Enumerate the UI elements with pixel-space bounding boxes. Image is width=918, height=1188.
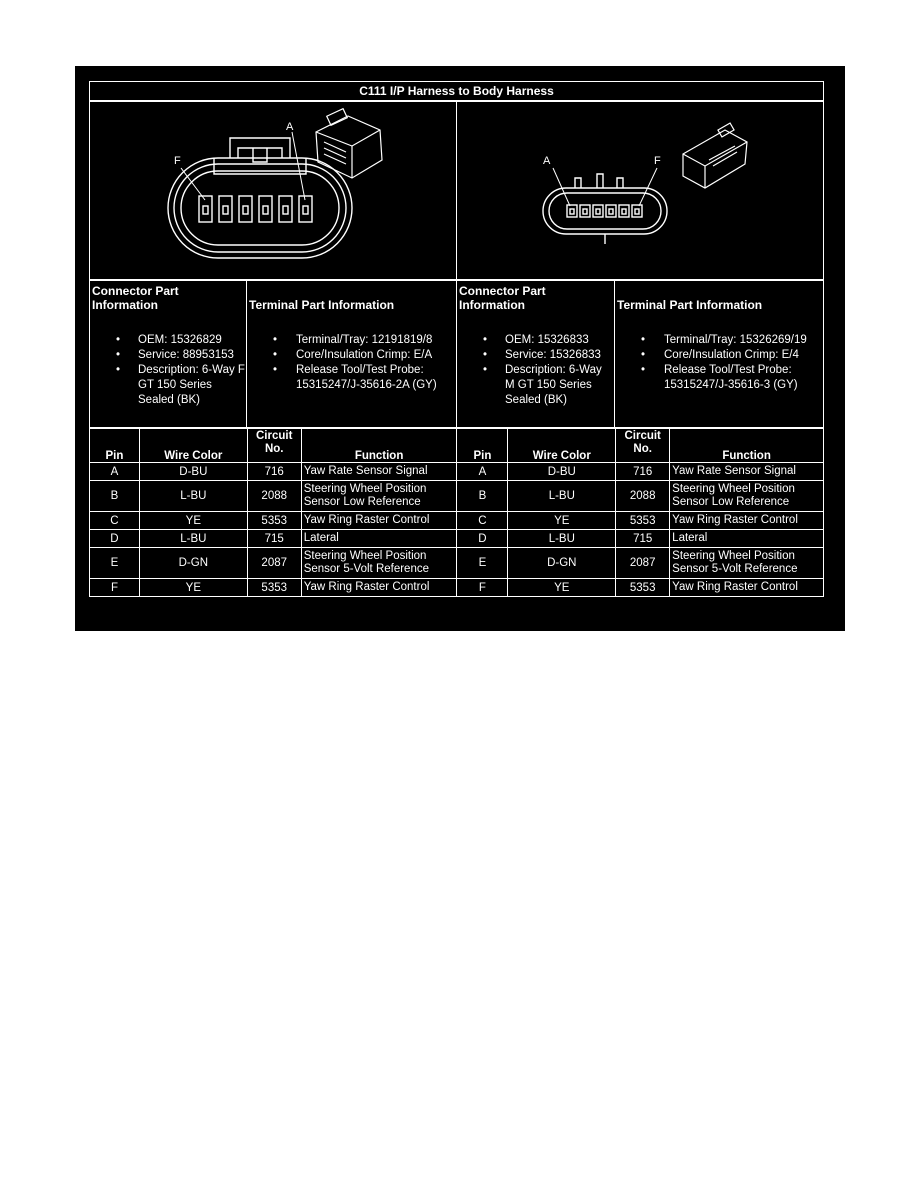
table-row	[90, 463, 824, 481]
cell-pin: D	[457, 530, 508, 548]
right-connector-diagram	[456, 101, 824, 280]
cell-circuit: 716	[247, 463, 301, 481]
terminal-pins	[567, 205, 642, 217]
cell-pin: C	[90, 512, 140, 530]
cell-wire-color: L-BU	[508, 530, 616, 548]
list-item: • Service: 88953153	[90, 348, 246, 363]
circuit-header-line1: Circuit	[624, 430, 661, 442]
cell-pin: F	[90, 579, 140, 597]
list-item: • OEM: 15326829	[90, 333, 246, 348]
list-item: • Description: 6-Way F GT 150 Series Sealed (BK)	[90, 363, 246, 408]
cell-function: Steering Wheel Position Sensor Low Reference	[301, 481, 457, 512]
cell-wire-color: YE	[139, 579, 247, 597]
connector-isometric-thumbnail	[316, 109, 382, 178]
col-header-wire-color: Wire Color	[508, 429, 616, 463]
col-header-function: Function	[670, 429, 824, 463]
document-frame	[75, 66, 845, 631]
right-connector-part-info	[456, 280, 615, 428]
table-header-row	[90, 429, 824, 463]
label-f-leader	[639, 168, 657, 206]
pin-label-f: F	[174, 155, 181, 167]
list-item: • Description: 6-Way M GT 150 Series Sealed (BK)	[457, 363, 614, 408]
list-item: • Core/Insulation Crimp: E/A	[247, 348, 456, 363]
cell-function: Lateral	[670, 530, 824, 548]
connector-info-heading-line2: Information	[92, 298, 158, 312]
connector-outer-shell	[543, 188, 667, 234]
connector-outer-shell	[168, 158, 352, 258]
label-a-leader	[292, 132, 305, 200]
left-terminal-part-info	[246, 280, 457, 428]
cell-circuit: 715	[247, 530, 301, 548]
cell-function: Yaw Rate Sensor Signal	[670, 463, 824, 481]
pin-label-f: F	[654, 155, 661, 167]
table-row	[90, 481, 824, 512]
col-header-circuit	[247, 429, 301, 463]
cell-function: Yaw Ring Raster Control	[670, 579, 824, 597]
cell-circuit: 2088	[247, 481, 301, 512]
connector-inner-ring	[181, 171, 339, 245]
terminal-info-list	[247, 333, 456, 393]
cell-wire-color: L-BU	[139, 481, 247, 512]
terminal-info-heading: Terminal Part Information	[249, 298, 395, 312]
terminal-info-heading: Terminal Part Information	[617, 298, 763, 312]
cell-function: Lateral	[301, 530, 457, 548]
circuit-header-line2: No.	[633, 443, 652, 455]
left-connector-diagram	[89, 101, 457, 280]
cell-function: Yaw Ring Raster Control	[301, 512, 457, 530]
cell-pin: B	[90, 481, 140, 512]
cell-pin: D	[90, 530, 140, 548]
list-item: • OEM: 15326833	[457, 333, 614, 348]
pinout-table	[89, 428, 824, 597]
circuit-header-line2: No.	[264, 443, 284, 455]
male-connector-face-drawing	[457, 102, 823, 279]
connector-info-heading-line1: Connector Part	[92, 284, 179, 298]
cell-pin: E	[90, 548, 140, 579]
cell-circuit: 2088	[616, 481, 670, 512]
cell-wire-color: D-GN	[139, 548, 247, 579]
col-header-circuit	[616, 429, 670, 463]
list-item: • Service: 15326833	[457, 348, 614, 363]
cell-wire-color: YE	[139, 512, 247, 530]
cell-wire-color: L-BU	[508, 481, 616, 512]
cell-wire-color: YE	[508, 512, 616, 530]
cell-wire-color: D-BU	[139, 463, 247, 481]
label-a-leader	[553, 168, 570, 206]
cell-circuit: 716	[616, 463, 670, 481]
cell-pin: C	[457, 512, 508, 530]
col-header-pin: Pin	[457, 429, 508, 463]
table-row	[90, 579, 824, 597]
cell-pin: F	[457, 579, 508, 597]
cell-function: Yaw Ring Raster Control	[670, 512, 824, 530]
terminal-cavities	[199, 196, 312, 222]
list-item: • Release Tool/Test Probe: 15315247/J-35616-3 (GY)	[615, 363, 823, 393]
cell-function: Steering Wheel Position Sensor Low Reference	[670, 481, 824, 512]
sheet-title: C111 I/P Harness to Body Harness	[89, 81, 824, 101]
cell-wire-color: D-GN	[508, 548, 616, 579]
cell-wire-color: D-BU	[508, 463, 616, 481]
col-header-wire-color: Wire Color	[139, 429, 247, 463]
list-item: • Terminal/Tray: 12191819/8	[247, 333, 456, 348]
col-header-function: Function	[301, 429, 457, 463]
connector-isometric-thumbnail	[683, 123, 747, 188]
cell-circuit: 5353	[616, 512, 670, 530]
cell-pin: A	[457, 463, 508, 481]
cell-circuit: 5353	[247, 512, 301, 530]
cell-pin: B	[457, 481, 508, 512]
connector-info-heading-line1: Connector Part	[459, 284, 546, 298]
left-connector-part-info	[89, 280, 247, 428]
connector-inner-ring	[549, 193, 661, 229]
connector-info-list	[457, 333, 614, 408]
table-row	[90, 530, 824, 548]
table-row	[90, 548, 824, 579]
terminal-info-list	[615, 333, 823, 393]
list-item: • Release Tool/Test Probe: 15315247/J-35616-2A (GY)	[247, 363, 456, 393]
table-row	[90, 512, 824, 530]
connector-sheet	[89, 81, 824, 611]
cell-function: Steering Wheel Position Sensor 5-Volt Reference	[301, 548, 457, 579]
cell-circuit: 715	[616, 530, 670, 548]
connector-seal-ring	[174, 164, 346, 252]
cell-pin: A	[90, 463, 140, 481]
circuit-header-line1: Circuit	[256, 430, 293, 442]
pin-label-a: A	[543, 155, 551, 167]
cell-pin: E	[457, 548, 508, 579]
list-item: • Core/Insulation Crimp: E/4	[615, 348, 823, 363]
cell-function: Steering Wheel Position Sensor 5-Volt Reference	[670, 548, 824, 579]
cell-circuit: 5353	[247, 579, 301, 597]
cell-wire-color: L-BU	[139, 530, 247, 548]
cell-function: Yaw Ring Raster Control	[301, 579, 457, 597]
cell-circuit: 5353	[616, 579, 670, 597]
female-connector-face-drawing	[90, 102, 456, 279]
right-terminal-part-info	[614, 280, 824, 428]
cell-wire-color: YE	[508, 579, 616, 597]
cell-function: Yaw Rate Sensor Signal	[301, 463, 457, 481]
label-f-leader	[181, 168, 205, 200]
cell-circuit: 2087	[247, 548, 301, 579]
cell-circuit: 2087	[616, 548, 670, 579]
pin-label-a: A	[286, 121, 294, 133]
list-item: • Terminal/Tray: 15326269/19	[615, 333, 823, 348]
connector-info-list	[90, 333, 246, 408]
col-header-pin: Pin	[90, 429, 140, 463]
connector-info-heading-line2: Information	[459, 298, 525, 312]
